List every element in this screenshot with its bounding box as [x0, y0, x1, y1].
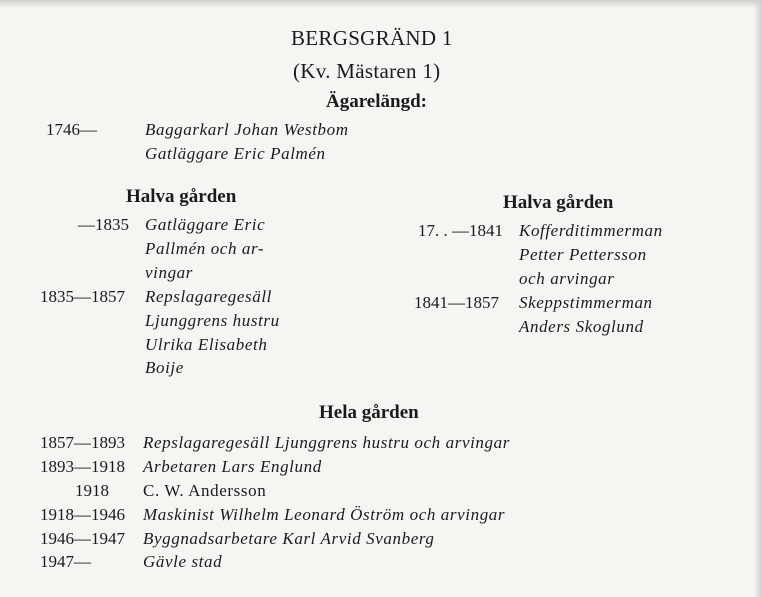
entry-name: Skeppstimmerman	[519, 293, 653, 312]
document-title: BERGSGRÄND 1	[291, 26, 453, 50]
entry-name: Arbetaren Lars Englund	[143, 457, 322, 476]
entry-name: C. W. Andersson	[143, 481, 267, 500]
entry-name: vingar	[145, 263, 193, 282]
entry-name: Gatläggare Eric	[145, 215, 266, 234]
entry-name: Byggnadsarbetare Karl Arvid Svanberg	[143, 529, 435, 548]
right-half-heading: Halva gården	[503, 192, 614, 213]
entry-name: Petter Pettersson	[519, 245, 647, 264]
entry-year: 1857—1893	[40, 433, 125, 452]
entry-name: Baggarkarl Johan Westbom	[145, 120, 349, 139]
entry-year: —1835	[78, 215, 129, 234]
whole-heading: Hela gården	[319, 402, 419, 423]
entry-name: Ulrika Elisabeth	[145, 335, 268, 354]
entry-name: Anders Skoglund	[519, 317, 644, 336]
left-half-heading: Halva gården	[126, 186, 237, 207]
entry-year: 1918	[75, 481, 109, 500]
section-heading: Ägarelängd:	[326, 91, 427, 112]
entry-name: Repslagaregesäll Ljunggrens hustru och arvingar	[143, 433, 510, 452]
entry-year: 1746—	[46, 120, 97, 139]
scan-shadow-top	[0, 0, 762, 8]
entry-year: 1918—1946	[40, 505, 125, 524]
entry-year: 17. . —1841	[418, 221, 503, 240]
document-subtitle: (Kv. Mästaren 1)	[293, 59, 441, 83]
entry-year: 1835—1857	[40, 287, 125, 306]
scan-shadow-right	[754, 0, 762, 597]
entry-name: Pallmén och ar-	[145, 239, 265, 258]
entry-name: Kofferditimmerman	[519, 221, 663, 240]
entry-name: Ljunggrens hustru	[145, 311, 280, 330]
entry-name: Boije	[145, 358, 184, 377]
entry-name: Repslagaregesäll	[145, 287, 273, 306]
entry-name: och arvingar	[519, 269, 615, 288]
entry-year: 1841—1857	[414, 293, 499, 312]
entry-year: 1946—1947	[40, 529, 125, 548]
entry-year: 1947—	[40, 552, 91, 571]
entry-name: Gatläggare Eric Palmén	[145, 144, 326, 163]
entry-name: Gävle stad	[143, 552, 223, 571]
entry-name: Maskinist Wilhelm Leonard Öström och arvingar	[143, 505, 506, 524]
entry-year: 1893—1918	[40, 457, 125, 476]
